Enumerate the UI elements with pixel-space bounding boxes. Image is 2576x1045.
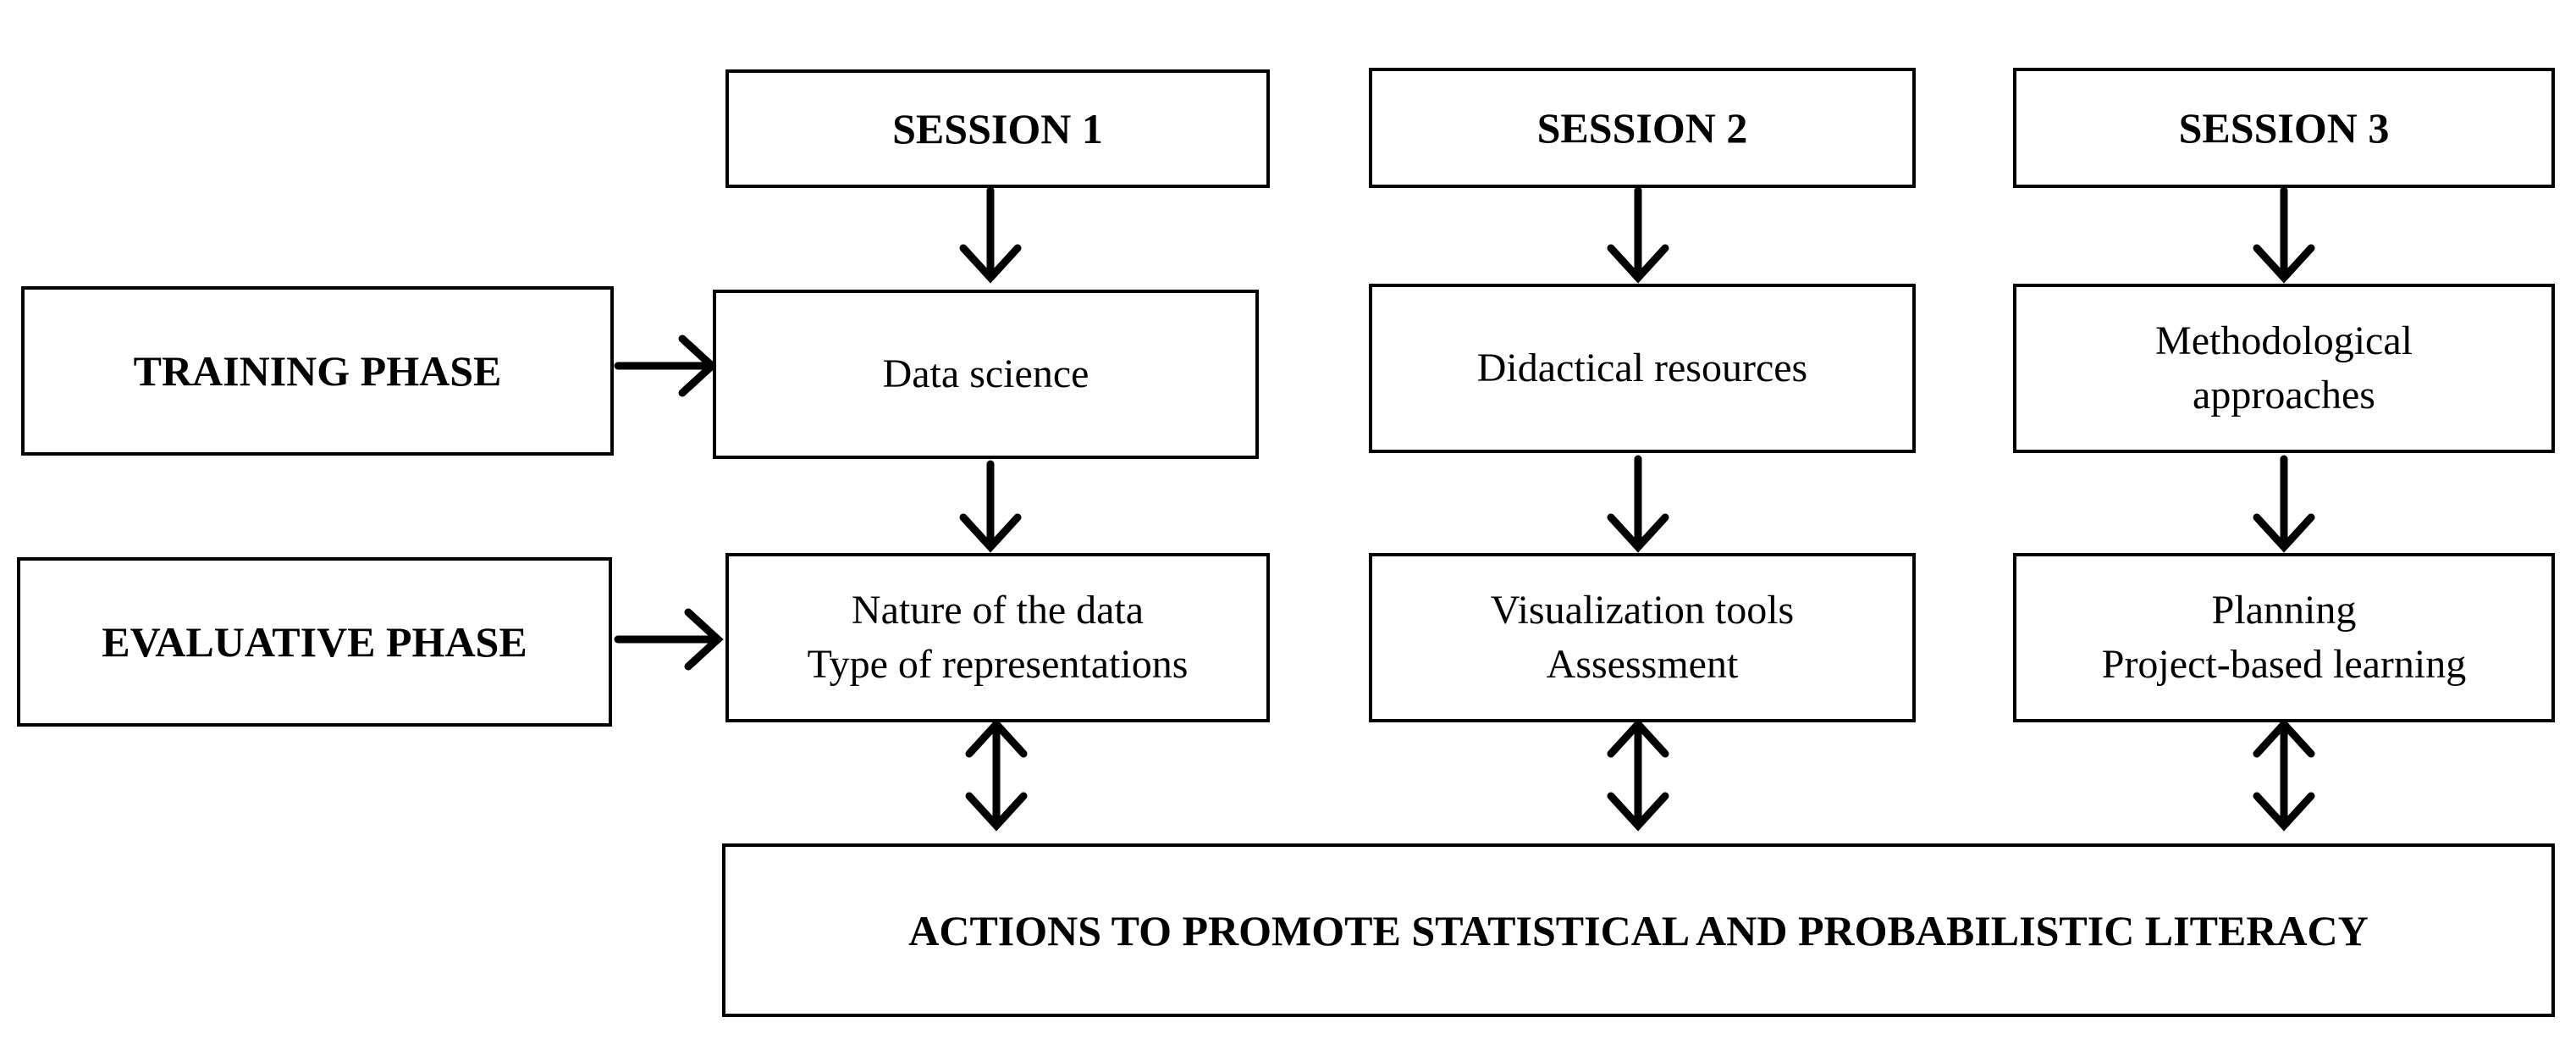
evaluation-3-box [2013,553,2555,722]
session-1-label: SESSION 1 [892,105,1103,152]
training-phase-label: TRAINING PHASE [133,347,502,395]
evaluative-phase-label: EVALUATIVE PHASE [102,618,527,666]
session-3-label: SESSION 3 [2178,104,2390,152]
evaluation-2-box [1369,553,1916,722]
evaluation-2-line-2: Assessment [1546,642,1739,687]
evaluation-1-line-1: Nature of the data [851,588,1145,633]
evaluation-2-line-1: Visualization tools [1490,588,1795,633]
session-3-box [2013,68,2555,188]
topic-1-box [713,290,1259,459]
topic-3-box [2013,284,2555,453]
session-1-box [725,69,1270,188]
training-phase-box [21,286,614,456]
session-2-label: SESSION 2 [1536,104,1748,152]
actions-box [722,843,2555,1017]
topic-3-line-2: approaches [2193,373,2375,417]
topic-3-line-1: Methodological [2155,318,2413,363]
evaluation-1-box [725,553,1270,722]
topic-1-line-1: Data science [882,351,1089,396]
session-2-box [1369,68,1916,188]
topic-2-box [1369,284,1916,453]
actions-label: ACTIONS TO PROMOTE STATISTICAL AND PROBABILISTIC LITERACY [908,906,2369,954]
evaluative-phase-box [17,557,612,727]
evaluation-3-line-2: Project-based learning [2101,642,2467,687]
evaluation-3-line-1: Planning [2211,588,2357,633]
topic-2-line-1: Didactical resources [1476,346,1808,390]
evaluation-1-line-2: Type of representations [807,642,1189,687]
